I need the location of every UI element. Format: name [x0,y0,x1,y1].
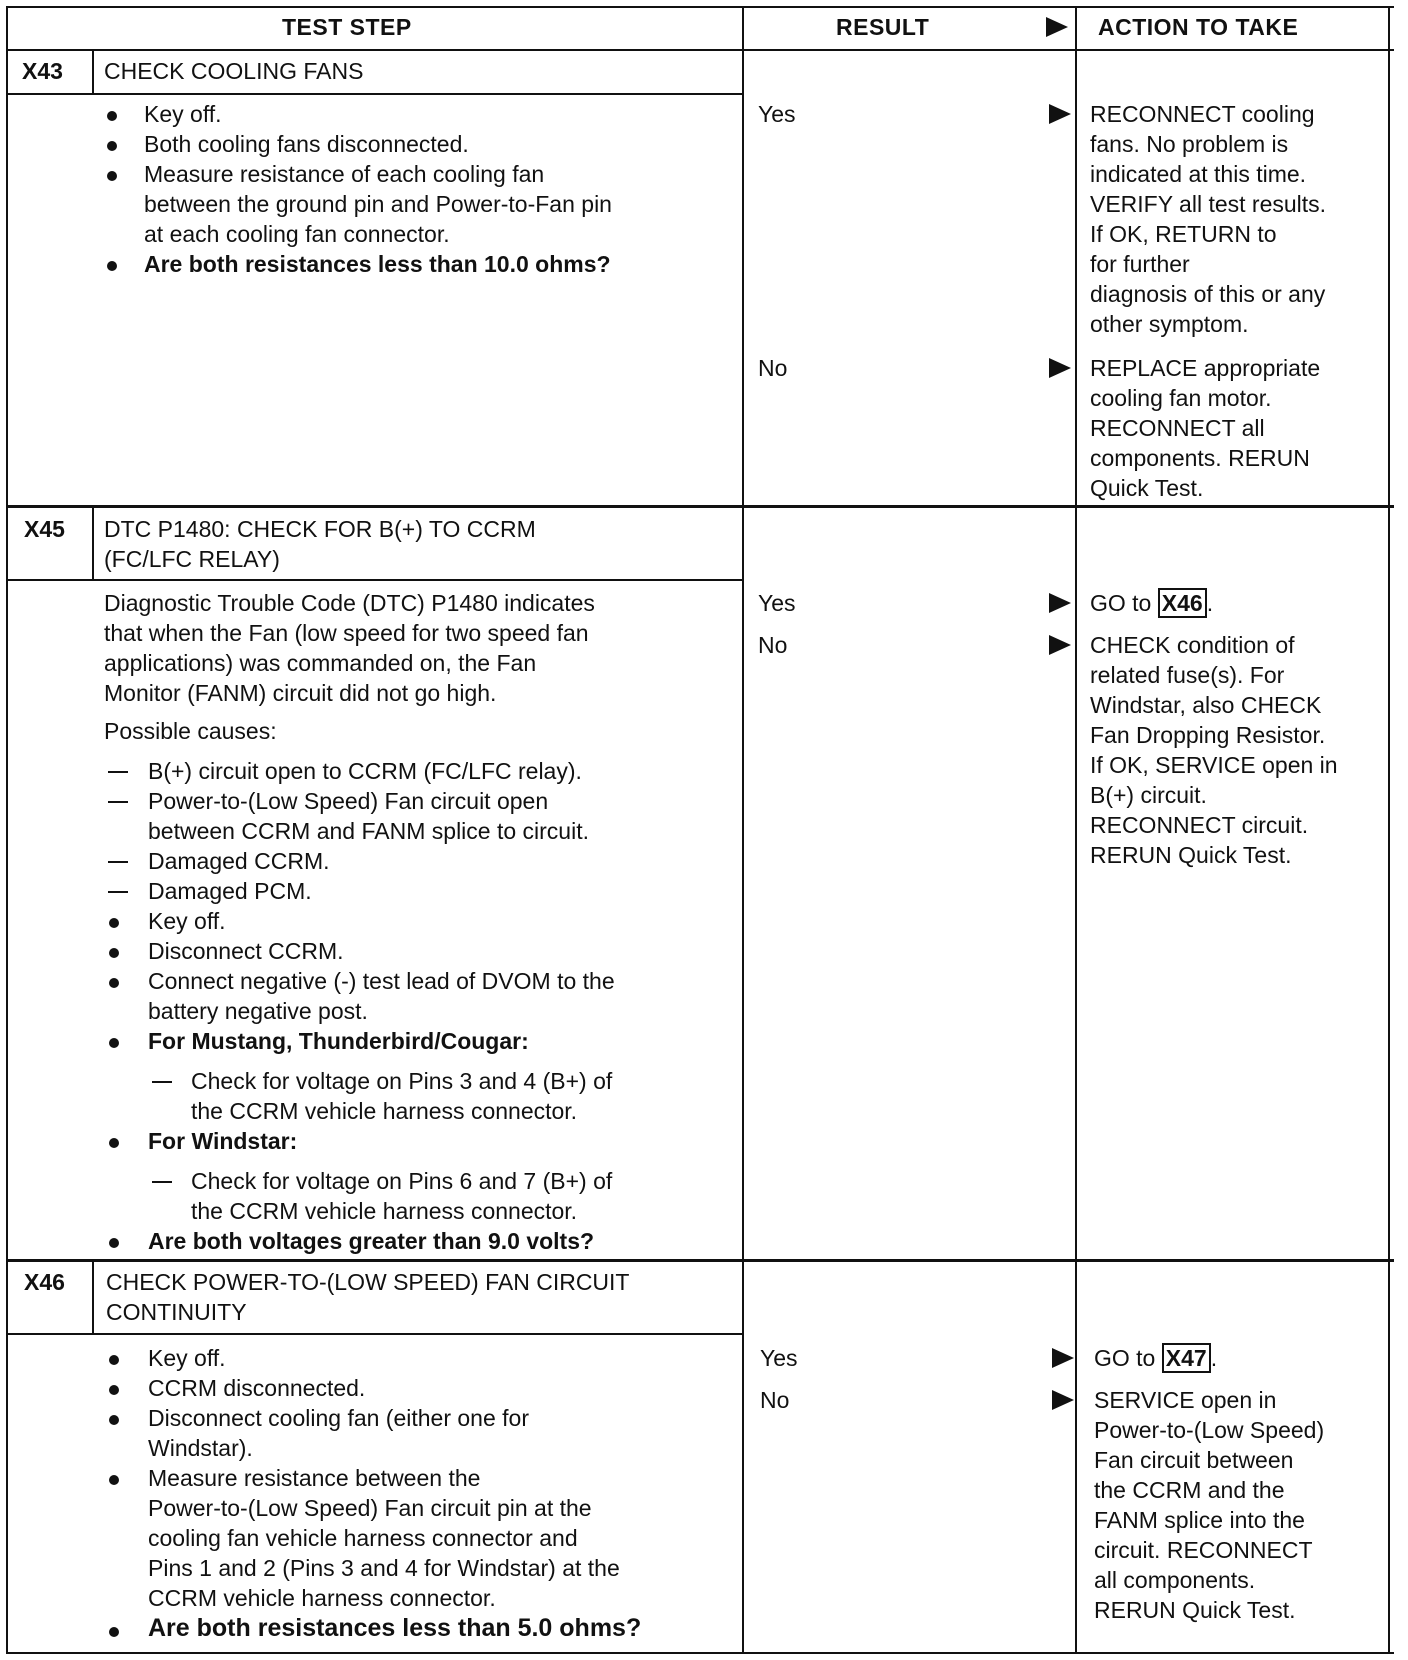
x43-step: Measure resistance of each cooling fan [144,161,545,187]
x46-step: Power-to-(Low Speed) Fan circuit pin at the [148,1495,592,1521]
action-line: RERUN Quick Test. [1090,842,1292,868]
bullet-icon [109,1038,119,1048]
x45-result-yes: Yes [758,590,796,616]
action-header: ACTION TO TAKE [1098,14,1299,40]
bullet-icon [109,978,119,988]
x46-step: Key off. [148,1345,226,1371]
header-arrow-icon [1046,17,1068,37]
action-line: indicated at this time. [1090,161,1307,187]
intro-line: that when the Fan (low speed for two speed fan [104,620,589,646]
intro-line: Diagnostic Trouble Code (DTC) P1480 indicates [104,590,595,616]
x45-action-yes [1090,588,1213,619]
bullet-icon [109,1138,119,1148]
action-line: other symptom. [1090,311,1249,337]
table-left-border [6,6,8,1654]
x43-result-yes: Yes [758,101,796,127]
x46-step: Windstar). [148,1435,253,1461]
x43-action-yes [1090,99,1326,339]
action-line: Fan circuit between [1094,1447,1294,1473]
x45-step: the CCRM vehicle harness connector. [191,1098,578,1124]
x43-question: Are both resistances less than 10.0 ohms? [144,251,611,277]
action-line: REPLACE appropriate [1090,355,1321,381]
x45-cause: B(+) circuit open to CCRM (FC/LFC relay). [148,758,582,784]
arrow-icon [1052,1390,1074,1410]
action-line: If OK, SERVICE open in [1090,752,1338,778]
intro-line: applications) was commanded on, the Fan [104,650,537,676]
x46-goto-link[interactable]: X47 [1162,1343,1211,1373]
x45-result-no: No [758,632,788,658]
dash-icon [108,801,128,803]
x43-step: Both cooling fans disconnected. [144,131,469,157]
action-line: components. RERUN [1090,445,1310,471]
action-line: Quick Test. [1090,475,1204,501]
action-line: related fuse(s). For [1090,662,1285,688]
action-line: SERVICE open in [1094,1387,1277,1413]
step-id-x43: X43 [22,58,63,84]
arrow-icon [1049,358,1071,378]
x45-section-border [6,1259,1394,1262]
x45-step: For Windstar: [148,1128,298,1154]
bullet-icon [107,261,117,271]
header-bottom-border [6,49,1394,51]
arrow-icon [1049,593,1071,613]
action-line: for further [1090,251,1190,277]
x43-step: at each cooling fan connector. [144,221,450,247]
x45-title-line2: (FC/LFC RELAY) [104,546,280,572]
x46-step: cooling fan vehicle harness connector and [148,1525,578,1551]
action-line: the CCRM and the [1094,1477,1285,1503]
action-line: RERUN Quick Test. [1094,1597,1296,1623]
x45-id-divider [92,507,94,579]
x43-id-divider [92,49,94,93]
period: . [1210,1345,1218,1371]
table-right-border [1388,6,1390,1654]
x46-step: Pins 1 and 2 (Pins 3 and 4 for Windstar) at the [148,1555,620,1581]
diagnostic-table [6,6,1394,1654]
action-line: all components. [1094,1567,1256,1593]
bullet-icon [109,1238,119,1248]
x45-action-no [1090,630,1338,870]
x46-result-no: No [760,1387,790,1413]
arrow-icon [1052,1348,1074,1368]
x46-action-no [1094,1385,1324,1625]
action-column-left-border [1075,6,1077,1654]
x46-title-line1: CHECK POWER-TO-(LOW SPEED) FAN CIRCUIT [106,1269,630,1295]
x45-title-underline [6,579,744,581]
x45-step: Key off. [148,908,226,934]
bullet-icon [109,918,119,928]
x46-action-yes [1094,1343,1217,1374]
x45-cause: Damaged CCRM. [148,848,330,874]
x46-title-underline [6,1333,744,1335]
action-line: RECONNECT circuit. [1090,812,1309,838]
x46-title-line2: CONTINUITY [106,1299,247,1325]
arrow-icon [1049,635,1071,655]
go-to-text: GO to [1094,1345,1156,1371]
x45-step: Check for voltage on Pins 6 and 7 (B+) of [191,1168,613,1194]
action-line: CHECK condition of [1090,632,1295,658]
x45-step: the CCRM vehicle harness connector. [191,1198,578,1224]
result-column-left-border [742,6,744,1654]
bullet-icon [109,1627,119,1637]
step-id-x45: X45 [24,516,65,542]
x43-result-no: No [758,355,788,381]
table-top-border [6,6,1394,8]
x45-goto-link[interactable]: X46 [1158,588,1207,618]
action-line: RECONNECT cooling [1090,101,1315,127]
x46-step: CCRM vehicle harness connector. [148,1585,496,1611]
bullet-icon [109,1355,119,1365]
x45-question: Are both voltages greater than 9.0 volts? [148,1228,595,1254]
action-line: cooling fan motor. [1090,385,1272,411]
arrow-icon [1049,104,1071,124]
dash-icon [108,861,128,863]
intro-line: Monitor (FANM) circuit did not go high. [104,680,497,706]
test-step-header: TEST STEP [282,14,412,40]
bullet-icon [109,1415,119,1425]
bullet-icon [109,948,119,958]
x43-step: between the ground pin and Power-to-Fan pin [144,191,612,217]
go-to-text: GO to [1090,590,1152,616]
x46-step: Measure resistance between the [148,1465,481,1491]
dash-icon [108,891,128,893]
x43-section-border [6,505,1394,508]
result-header: RESULT [836,14,930,40]
action-line: RECONNECT all [1090,415,1265,441]
x43-step: Key off. [144,101,222,127]
x46-step: CCRM disconnected. [148,1375,366,1401]
x43-title-underline [6,93,744,95]
step-id-x46: X46 [24,1269,65,1295]
action-line: VERIFY all test results. [1090,191,1327,217]
table-bottom-border [6,1652,1394,1654]
x45-cause: Damaged PCM. [148,878,312,904]
bullet-icon [109,1475,119,1485]
dash-icon [152,1081,172,1083]
bullet-icon [109,1385,119,1395]
x43-title: CHECK COOLING FANS [104,58,364,84]
x45-step: Connect negative (-) test lead of DVOM to the [148,968,615,994]
dash-icon [108,771,128,773]
x45-step: Check for voltage on Pins 3 and 4 (B+) of [191,1068,613,1094]
action-line: circuit. RECONNECT [1094,1537,1313,1563]
action-line: diagnosis of this or any [1090,281,1326,307]
x45-step: battery negative post. [148,998,368,1024]
action-line: Fan Dropping Resistor. [1090,722,1326,748]
dash-icon [152,1181,172,1183]
action-line: Power-to-(Low Speed) [1094,1417,1325,1443]
action-line: B(+) circuit. [1090,782,1207,808]
action-line: If OK, RETURN to [1090,221,1277,247]
x43-action-no [1090,353,1320,503]
x45-cause: between CCRM and FANM splice to circuit. [148,818,589,844]
x46-id-divider [92,1261,94,1333]
bullet-icon [107,171,117,181]
bullet-icon [107,141,117,151]
action-line: fans. No problem is [1090,131,1289,157]
x45-step: For Mustang, Thunderbird/Cougar: [148,1028,529,1054]
x46-question: Are both resistances less than 5.0 ohms? [148,1614,642,1642]
x46-step: Disconnect cooling fan (either one for [148,1405,529,1431]
x45-cause: Power-to-(Low Speed) Fan circuit open [148,788,549,814]
action-line: Windstar, also CHECK [1090,692,1322,718]
x45-step: Disconnect CCRM. [148,938,344,964]
period: . [1206,590,1214,616]
bullet-icon [107,111,117,121]
x45-title-line1: DTC P1480: CHECK FOR B(+) TO CCRM [104,516,536,542]
x46-result-yes: Yes [760,1345,798,1371]
action-line: FANM splice into the [1094,1507,1305,1533]
x45-possible-causes: Possible causes: [104,718,277,744]
x45-intro [104,588,595,708]
